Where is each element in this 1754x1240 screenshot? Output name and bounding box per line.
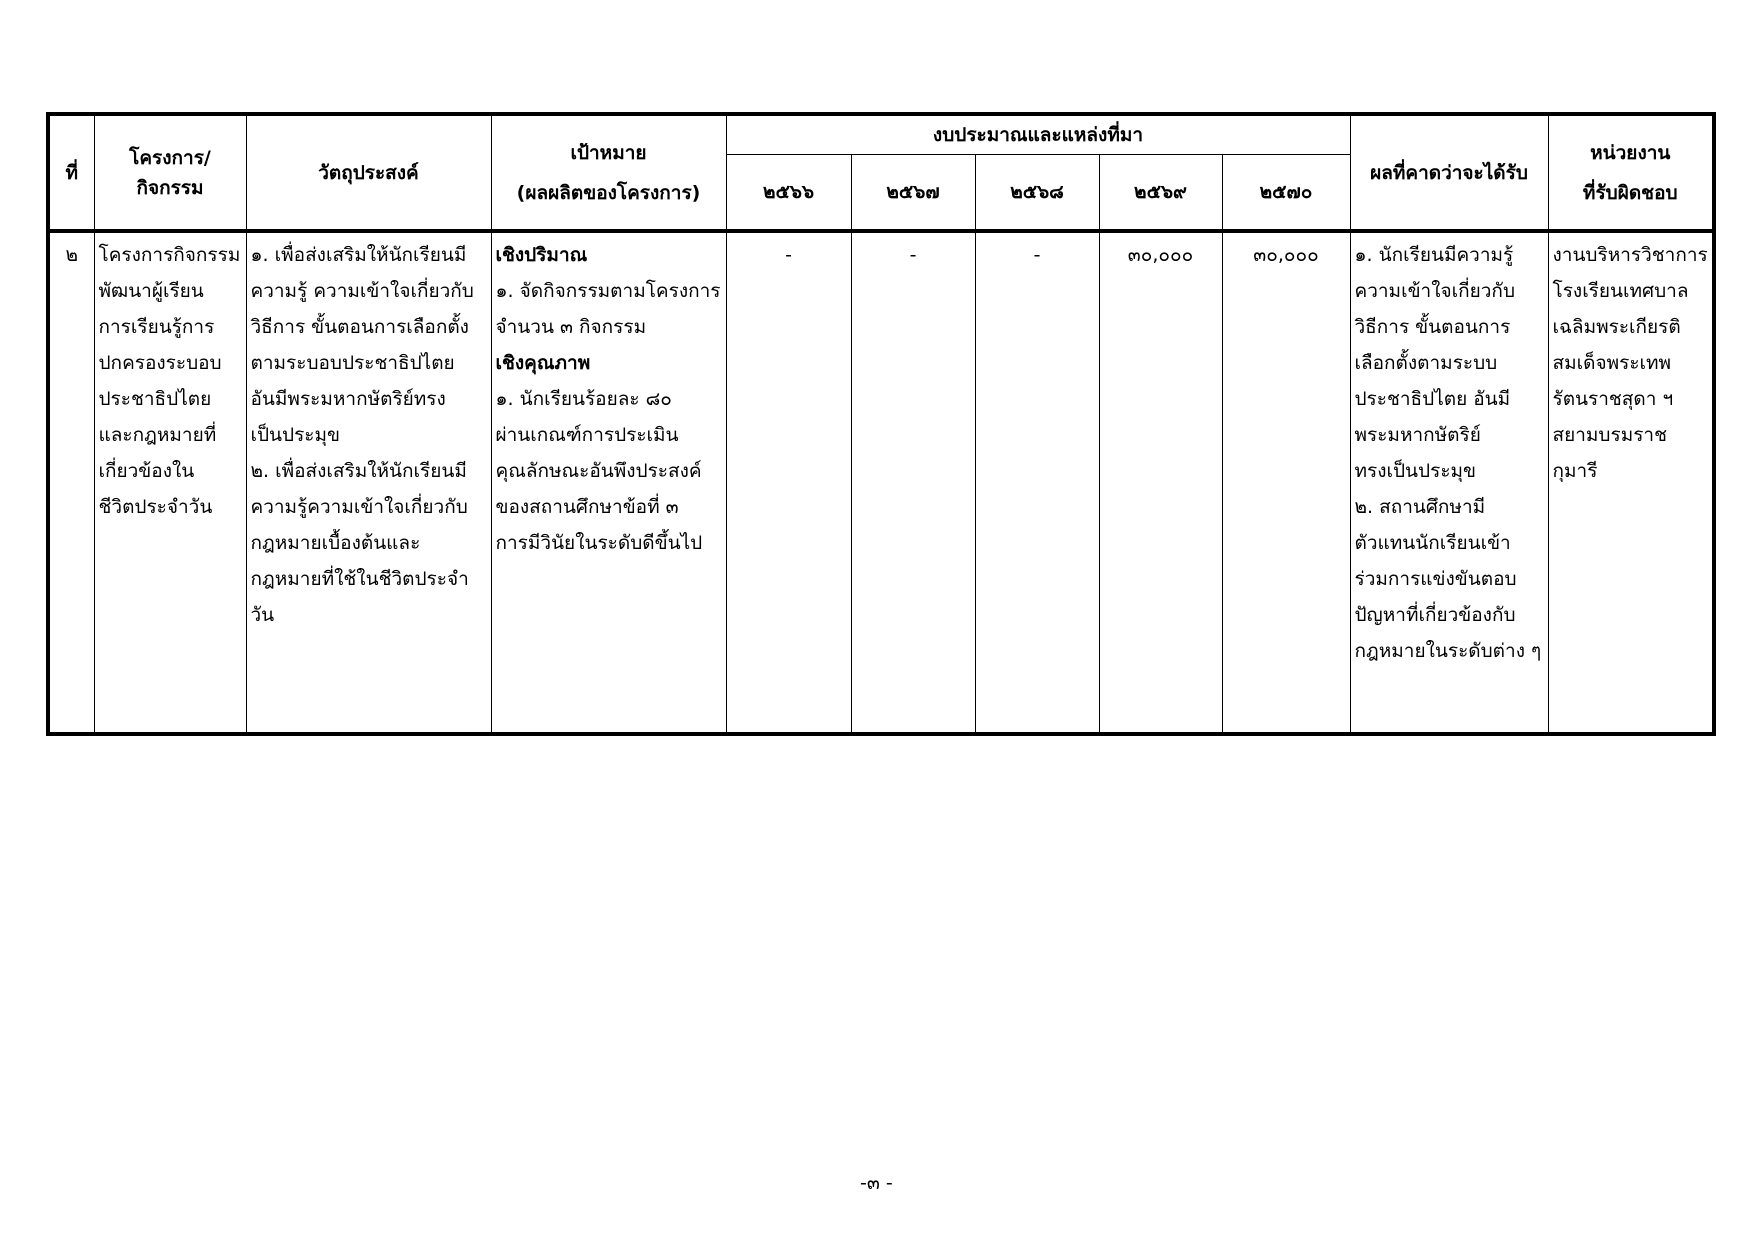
header-unit-line2: ที่รับผิดชอบ bbox=[1582, 181, 1678, 204]
objective-1: ๑. เพื่อส่งเสริมให้นักเรียนมี ความรู้ ความเข้าใจเกี่ยวกับ วิธีการ ขั้นตอนการเลือกตั้ง ตามระบอบประชาธิปไตย อันมีพระมหากษัตริย์ทรง เป็นประมุข bbox=[250, 244, 474, 446]
row-objective bbox=[246, 231, 491, 734]
result-1: ๑. นักเรียนมีความรู้ ความเข้าใจเกี่ยวกับ วิธีการ ขั้นตอนการ เลือกตั้งตามระบบ ประชาธิปไตย อันมี พระมหากษัตริย์ ทรงเป็นประมุข bbox=[1354, 244, 1515, 482]
responsible-unit: งานบริหารวิชาการ โรงเรียนเทศบาล เฉลิมพระเกียรติ สมเด็จพระเทพ รัตนราชสุดา ฯ สยามบรมราชกุมารี bbox=[1552, 244, 1708, 482]
header-result: ผลที่คาดว่าจะได้รับ bbox=[1350, 114, 1548, 231]
header-year-2566: ๒๕๖๖ bbox=[726, 155, 851, 232]
header-unit-line1: หน่วยงาน bbox=[1590, 141, 1671, 164]
header-year-2570: ๒๕๗๐ bbox=[1222, 155, 1350, 232]
header-project: โครงการ/กิจกรรม bbox=[94, 114, 246, 231]
target-quantity-label: เชิงปริมาณ bbox=[495, 244, 588, 266]
project-name: โครงการกิจกรรม พัฒนาผู้เรียน การเรียนรู้การ ปกครองระบอบ ประชาธิปไตย และกฎหมายที่ เกี่ยวข้องใน ชีวิตประจำวัน bbox=[98, 244, 241, 518]
header-objective: วัตถุประสงค์ bbox=[246, 114, 491, 231]
result-2: ๒. สถานศึกษามี ตัวแทนนักเรียนเข้า ร่วมการแข่งขันตอบ ปัญหาที่เกี่ยวข้องกับ กฎหมายในระดับต่าง ๆ bbox=[1354, 496, 1542, 662]
row-unit bbox=[1548, 231, 1714, 734]
header-unit bbox=[1548, 114, 1714, 231]
budget-2568: - bbox=[975, 231, 1099, 734]
objective-2: ๒. เพื่อส่งเสริมให้นักเรียนมี ความรู้ความเข้าใจเกี่ยวกับ กฎหมายเบื้องต้นและ กฎหมายที่ใช้ในชีวิตประจำวัน bbox=[250, 460, 469, 626]
row-no: ๒ bbox=[48, 231, 94, 734]
row-project bbox=[94, 231, 246, 734]
header-year-2567: ๒๕๖๗ bbox=[851, 155, 975, 232]
table-row bbox=[48, 231, 1714, 734]
budget-2569: ๓๐,๐๐๐ bbox=[1099, 231, 1222, 734]
budget-2567: - bbox=[851, 231, 975, 734]
row-result bbox=[1350, 231, 1548, 734]
target-quality: ๑. นักเรียนร้อยละ ๘๐ ผ่านเกณฑ์การประเมิน คุณลักษณะอันพึงประสงค์ ของสถานศึกษาข้อที่ ๓ การมีวินัยในระดับดีขึ้นไป bbox=[495, 388, 703, 554]
target-quantity: ๑. จัดกิจกรรมตามโครงการ จำนวน ๓ กิจกรรม bbox=[495, 280, 721, 338]
budget-2566: - bbox=[726, 231, 851, 734]
page-number: -๓ - bbox=[860, 1172, 893, 1194]
header-budget: งบประมาณและแหล่งที่มา bbox=[726, 114, 1350, 155]
header-target bbox=[491, 114, 726, 231]
header-target-line1: เป้าหมาย bbox=[570, 141, 647, 164]
budget-2570: ๓๐,๐๐๐ bbox=[1222, 231, 1350, 734]
target-quality-label: เชิงคุณภาพ bbox=[495, 352, 591, 374]
row-target bbox=[491, 231, 726, 734]
header-year-2568: ๒๕๖๘ bbox=[975, 155, 1099, 232]
header-year-2569: ๒๕๖๙ bbox=[1099, 155, 1222, 232]
header-no: ที่ bbox=[48, 114, 94, 231]
project-plan-table bbox=[46, 112, 1716, 736]
header-target-line2: (ผลผลิตของโครงการ) bbox=[516, 181, 701, 204]
